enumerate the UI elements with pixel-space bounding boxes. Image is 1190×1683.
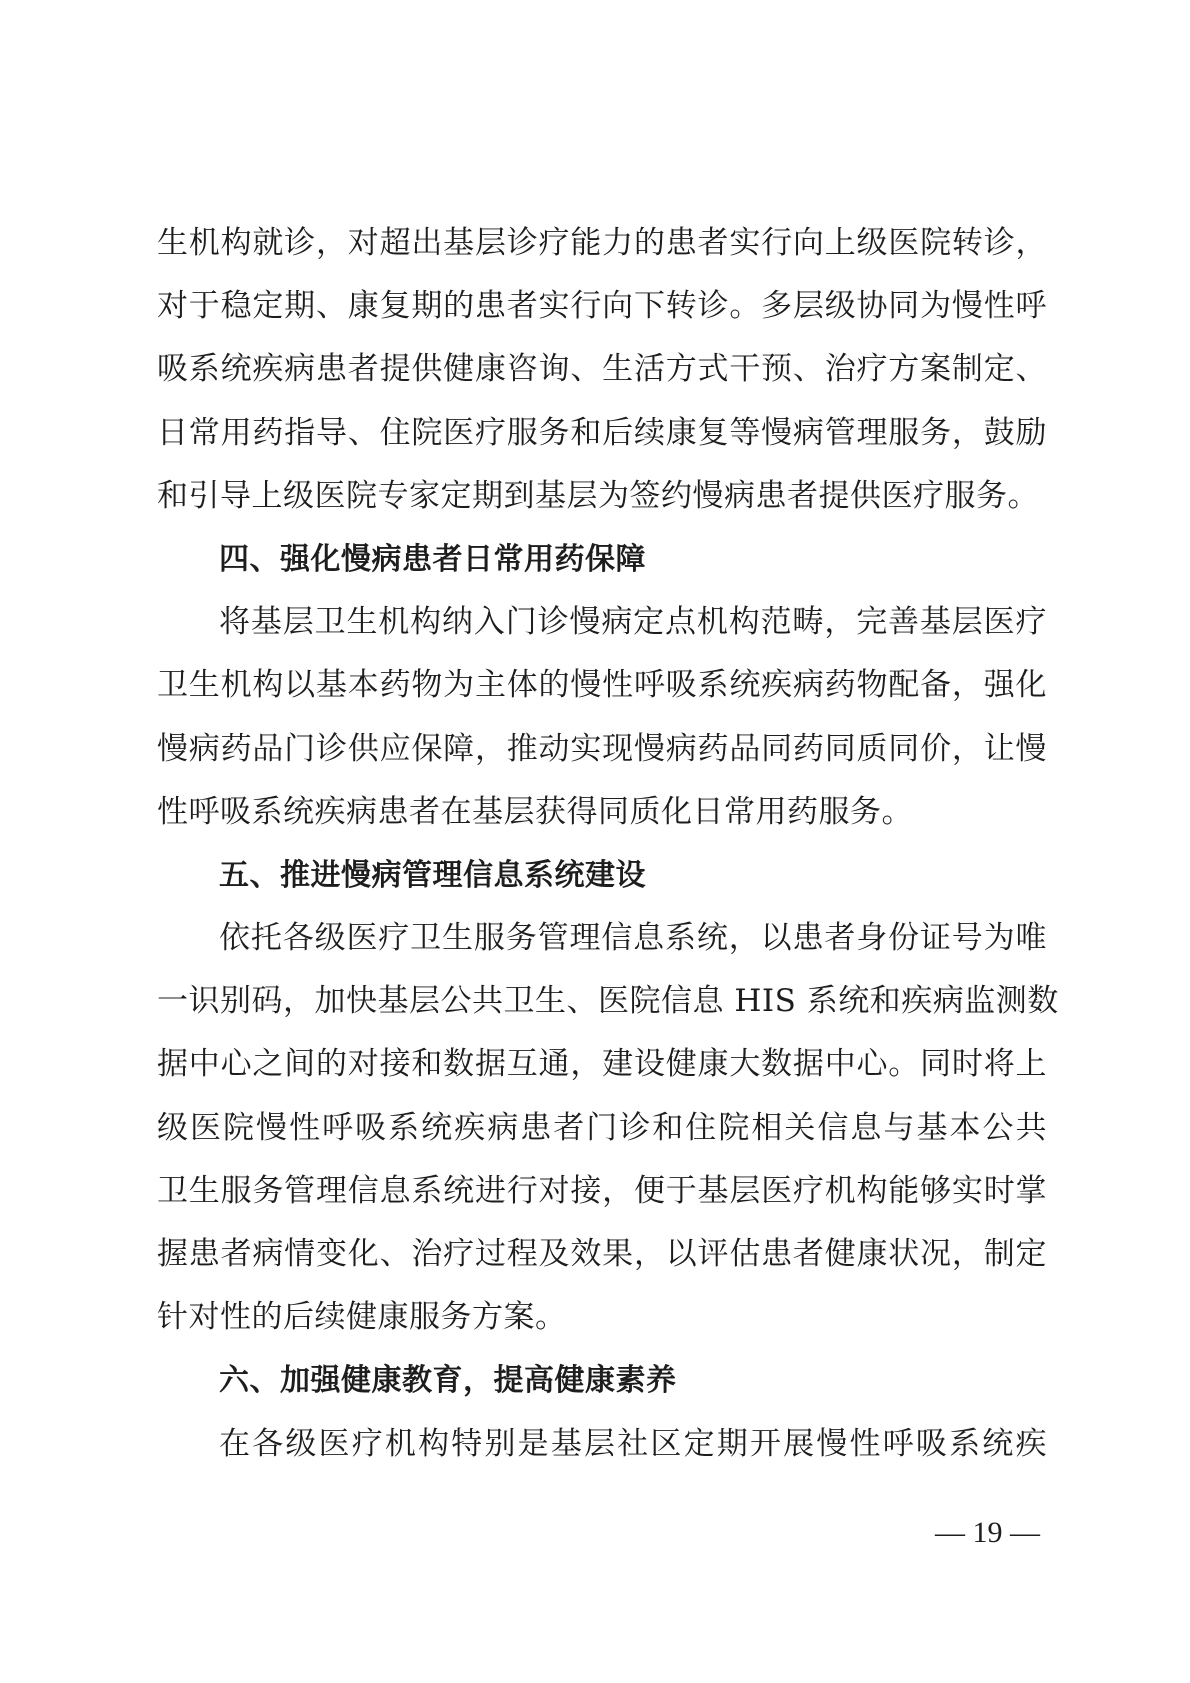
page-number: — 19 — (935, 1516, 1040, 1549)
section-heading-5: 五、推进慢病管理信息系统建设 (219, 857, 646, 893)
text-line: 吸系统疾病患者提供健康咨询、生活方式干预、治疗方案制定、 (157, 351, 1047, 388)
text-line: 一识别码，加快基层公共卫生、医院信息 HIS 系统和疾病监测数 (157, 983, 1059, 1020)
text-line: 卫生机构以基本药物为主体的慢性呼吸系统疾病药物配备，强化 (157, 667, 1047, 704)
text-line: 日常用药指导、住院医疗服务和后续康复等慢病管理服务，鼓励 (157, 414, 1047, 451)
text-line: 慢病药品门诊供应保障，推动实现慢病药品同药同质同价，让慢 (157, 730, 1047, 767)
text-line: 对于稳定期、康复期的患者实行向下转诊。多层级协同为慢性呼 (157, 288, 1047, 325)
section-heading-6: 六、加强健康教育，提高健康素养 (219, 1363, 677, 1399)
text-line: 将基层卫生机构纳入门诊慢病定点机构范畴，完善基层医疗 (219, 604, 1047, 641)
text-line: 生机构就诊，对超出基层诊疗能力的患者实行向上级医院转诊， (157, 225, 1047, 261)
text-line: 握患者病情变化、治疗过程及效果，以评估患者健康状况，制定 (157, 1236, 1047, 1272)
text-line: 性呼吸系统疾病患者在基层获得同质化日常用药服务。 (157, 793, 913, 830)
text-line: 级医院慢性呼吸系统疾病患者门诊和住院相关信息与基本公共 (157, 1109, 1047, 1146)
section-heading-4: 四、强化慢病患者日常用药保障 (219, 541, 646, 577)
text-line: 针对性的后续健康服务方案。 (157, 1299, 567, 1336)
text-line: 和引导上级医院专家定期到基层为签约慢病患者提供医疗服务。 (157, 477, 1039, 514)
body-text (157, 212, 1059, 1476)
text-line: 依托各级医疗卫生服务管理信息系统，以患者身份证号为唯 (219, 920, 1047, 957)
text-line: 在各级医疗机构特别是基层社区定期开展慢性呼吸系统疾 (219, 1425, 1047, 1462)
text-line: 据中心之间的对接和数据互通，建设健康大数据中心。同时将上 (157, 1046, 1047, 1083)
text-line: 卫生服务管理信息系统进行对接，便于基层医疗机构能够实时掌 (157, 1172, 1047, 1209)
